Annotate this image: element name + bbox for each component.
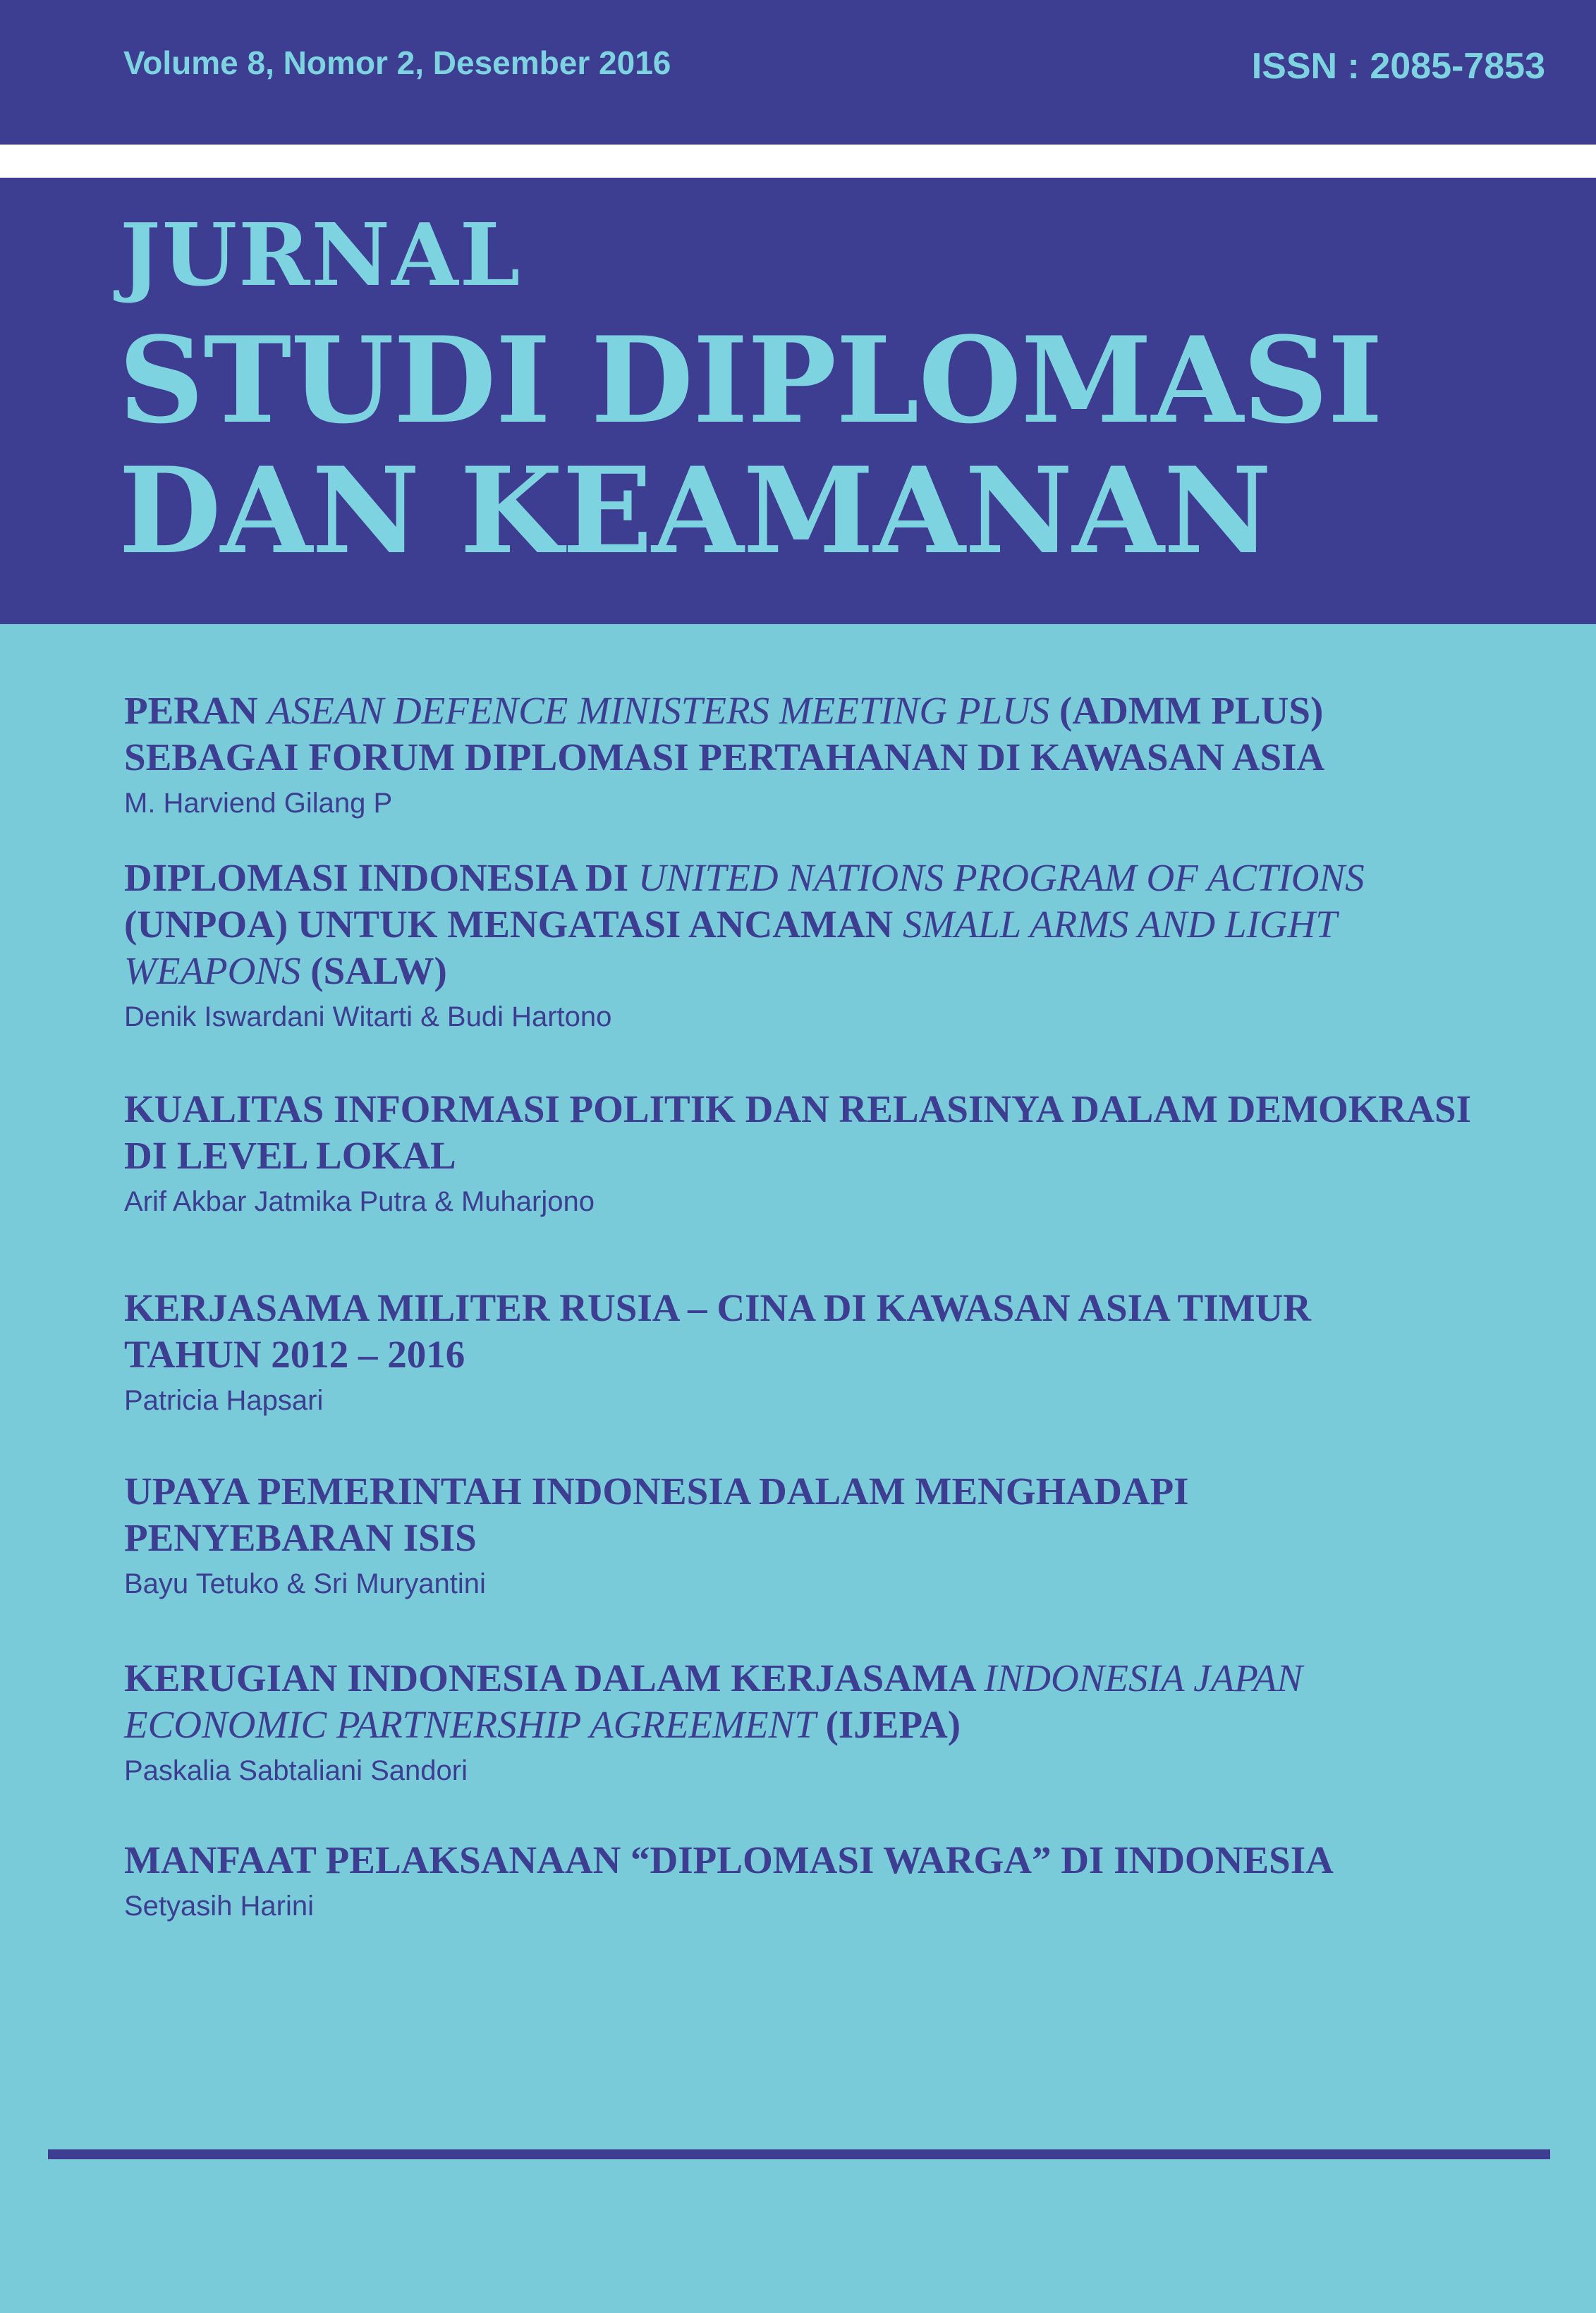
- article-entry: [124, 855, 1365, 1035]
- article-title-line: [124, 1655, 1303, 1702]
- article-author: Paskalia Sabtaliani Sandori: [124, 1755, 468, 1786]
- article-entry: [124, 688, 1324, 822]
- article-title-run: DIPLOMASI INDONESIA DI: [124, 856, 638, 899]
- article-title-line: [124, 855, 1365, 901]
- article-title-run: KUALITAS INFORMASI POLITIK DAN RELASINYA DALAM DEMOKRASI: [124, 1087, 1471, 1130]
- article-author: M. Harviend Gilang P: [124, 788, 393, 819]
- article-title-line: [124, 734, 1324, 781]
- article-title-line: [124, 1702, 1303, 1748]
- article-title: [124, 1285, 1311, 1378]
- article-entry: [124, 1086, 1471, 1220]
- article-title-italic-run: SMALL ARMS AND LIGHT: [903, 903, 1337, 946]
- article-title-run: KERJASAMA MILITER RUSIA – CINA DI KAWASAN ASIA TIMUR: [124, 1286, 1311, 1329]
- article-title-run: TAHUN 2012 – 2016: [124, 1333, 465, 1376]
- article-title-line: [124, 688, 1324, 734]
- article-title-line: [124, 1285, 1311, 1331]
- journal-title-word: JURNAL: [120, 204, 522, 305]
- article-title-italic-run: WEAPONS: [124, 949, 301, 992]
- article-title-italic-run: UNITED NATIONS PROGRAM OF ACTIONS: [638, 856, 1365, 899]
- article-title-line: [124, 1331, 1311, 1378]
- article-title-italic-run: INDONESIA JAPAN: [984, 1656, 1303, 1699]
- article-title-line: [124, 901, 1365, 948]
- article-title: [124, 855, 1365, 994]
- article-title: [124, 1837, 1334, 1884]
- article-title-run: (ADMM PLUS): [1049, 689, 1324, 732]
- article-author: Patricia Hapsari: [124, 1385, 324, 1416]
- article-title: [124, 1468, 1189, 1561]
- article-title: [124, 1086, 1471, 1179]
- article-entry: [124, 1285, 1311, 1419]
- article-title-run: KERUGIAN INDONESIA DALAM KERJASAMA: [124, 1656, 985, 1699]
- article-title-line: [124, 948, 1365, 994]
- article-author: Bayu Tetuko & Sri Muryantini: [124, 1568, 486, 1599]
- article-title-italic-run: ECONOMIC PARTNERSHIP AGREEMENT: [124, 1703, 816, 1746]
- issn-number: ISSN : 2085-7853: [1251, 46, 1545, 87]
- journal-title-line-2: DAN KEAMANAN: [118, 441, 1272, 580]
- article-title-line: [124, 1086, 1471, 1133]
- article-title: [124, 688, 1324, 781]
- volume-info: Volume 8, Nomor 2, Desember 2016: [123, 44, 671, 81]
- article-title-line: [124, 1837, 1334, 1884]
- article-entry: [124, 1837, 1334, 1924]
- article-title-run: DI LEVEL LOKAL: [124, 1134, 456, 1177]
- article-title-line: [124, 1515, 1189, 1561]
- article-author: Setyasih Harini: [124, 1891, 315, 1922]
- article-title: [124, 1655, 1303, 1748]
- article-title-run: PERAN: [124, 689, 268, 732]
- article-title-run: (SALW): [300, 949, 447, 992]
- article-author: Denik Iswardani Witarti & Budi Hartono: [124, 1001, 612, 1032]
- bottom-divider: [48, 2149, 1550, 2159]
- article-title-run: UPAYA PEMERINTAH INDONESIA DALAM MENGHADAPI: [124, 1470, 1189, 1513]
- article-author: Arif Akbar Jatmika Putra & Muharjono: [124, 1186, 595, 1217]
- article-title-line: [124, 1133, 1471, 1179]
- journal-title-line-1: STUDI DIPLOMASI: [118, 310, 1382, 450]
- article-entry: [124, 1655, 1303, 1789]
- article-title-run: MANFAAT PELAKSANAAN “DIPLOMASI WARGA” DI INDONESIA: [124, 1838, 1334, 1881]
- article-title-run: SEBAGAI FORUM DIPLOMASI PERTAHANAN DI KAWASAN ASIA: [124, 736, 1325, 779]
- article-title-run: PENYEBARAN ISIS: [124, 1516, 477, 1559]
- article-title-italic-run: ASEAN DEFENCE MINISTERS MEETING PLUS: [267, 689, 1050, 732]
- article-title-run: (UNPOA) UNTUK MENGATASI ANCAMAN: [124, 903, 903, 946]
- article-title-run: (IJEPA): [815, 1703, 961, 1746]
- article-entry: [124, 1468, 1189, 1602]
- article-title-line: [124, 1468, 1189, 1515]
